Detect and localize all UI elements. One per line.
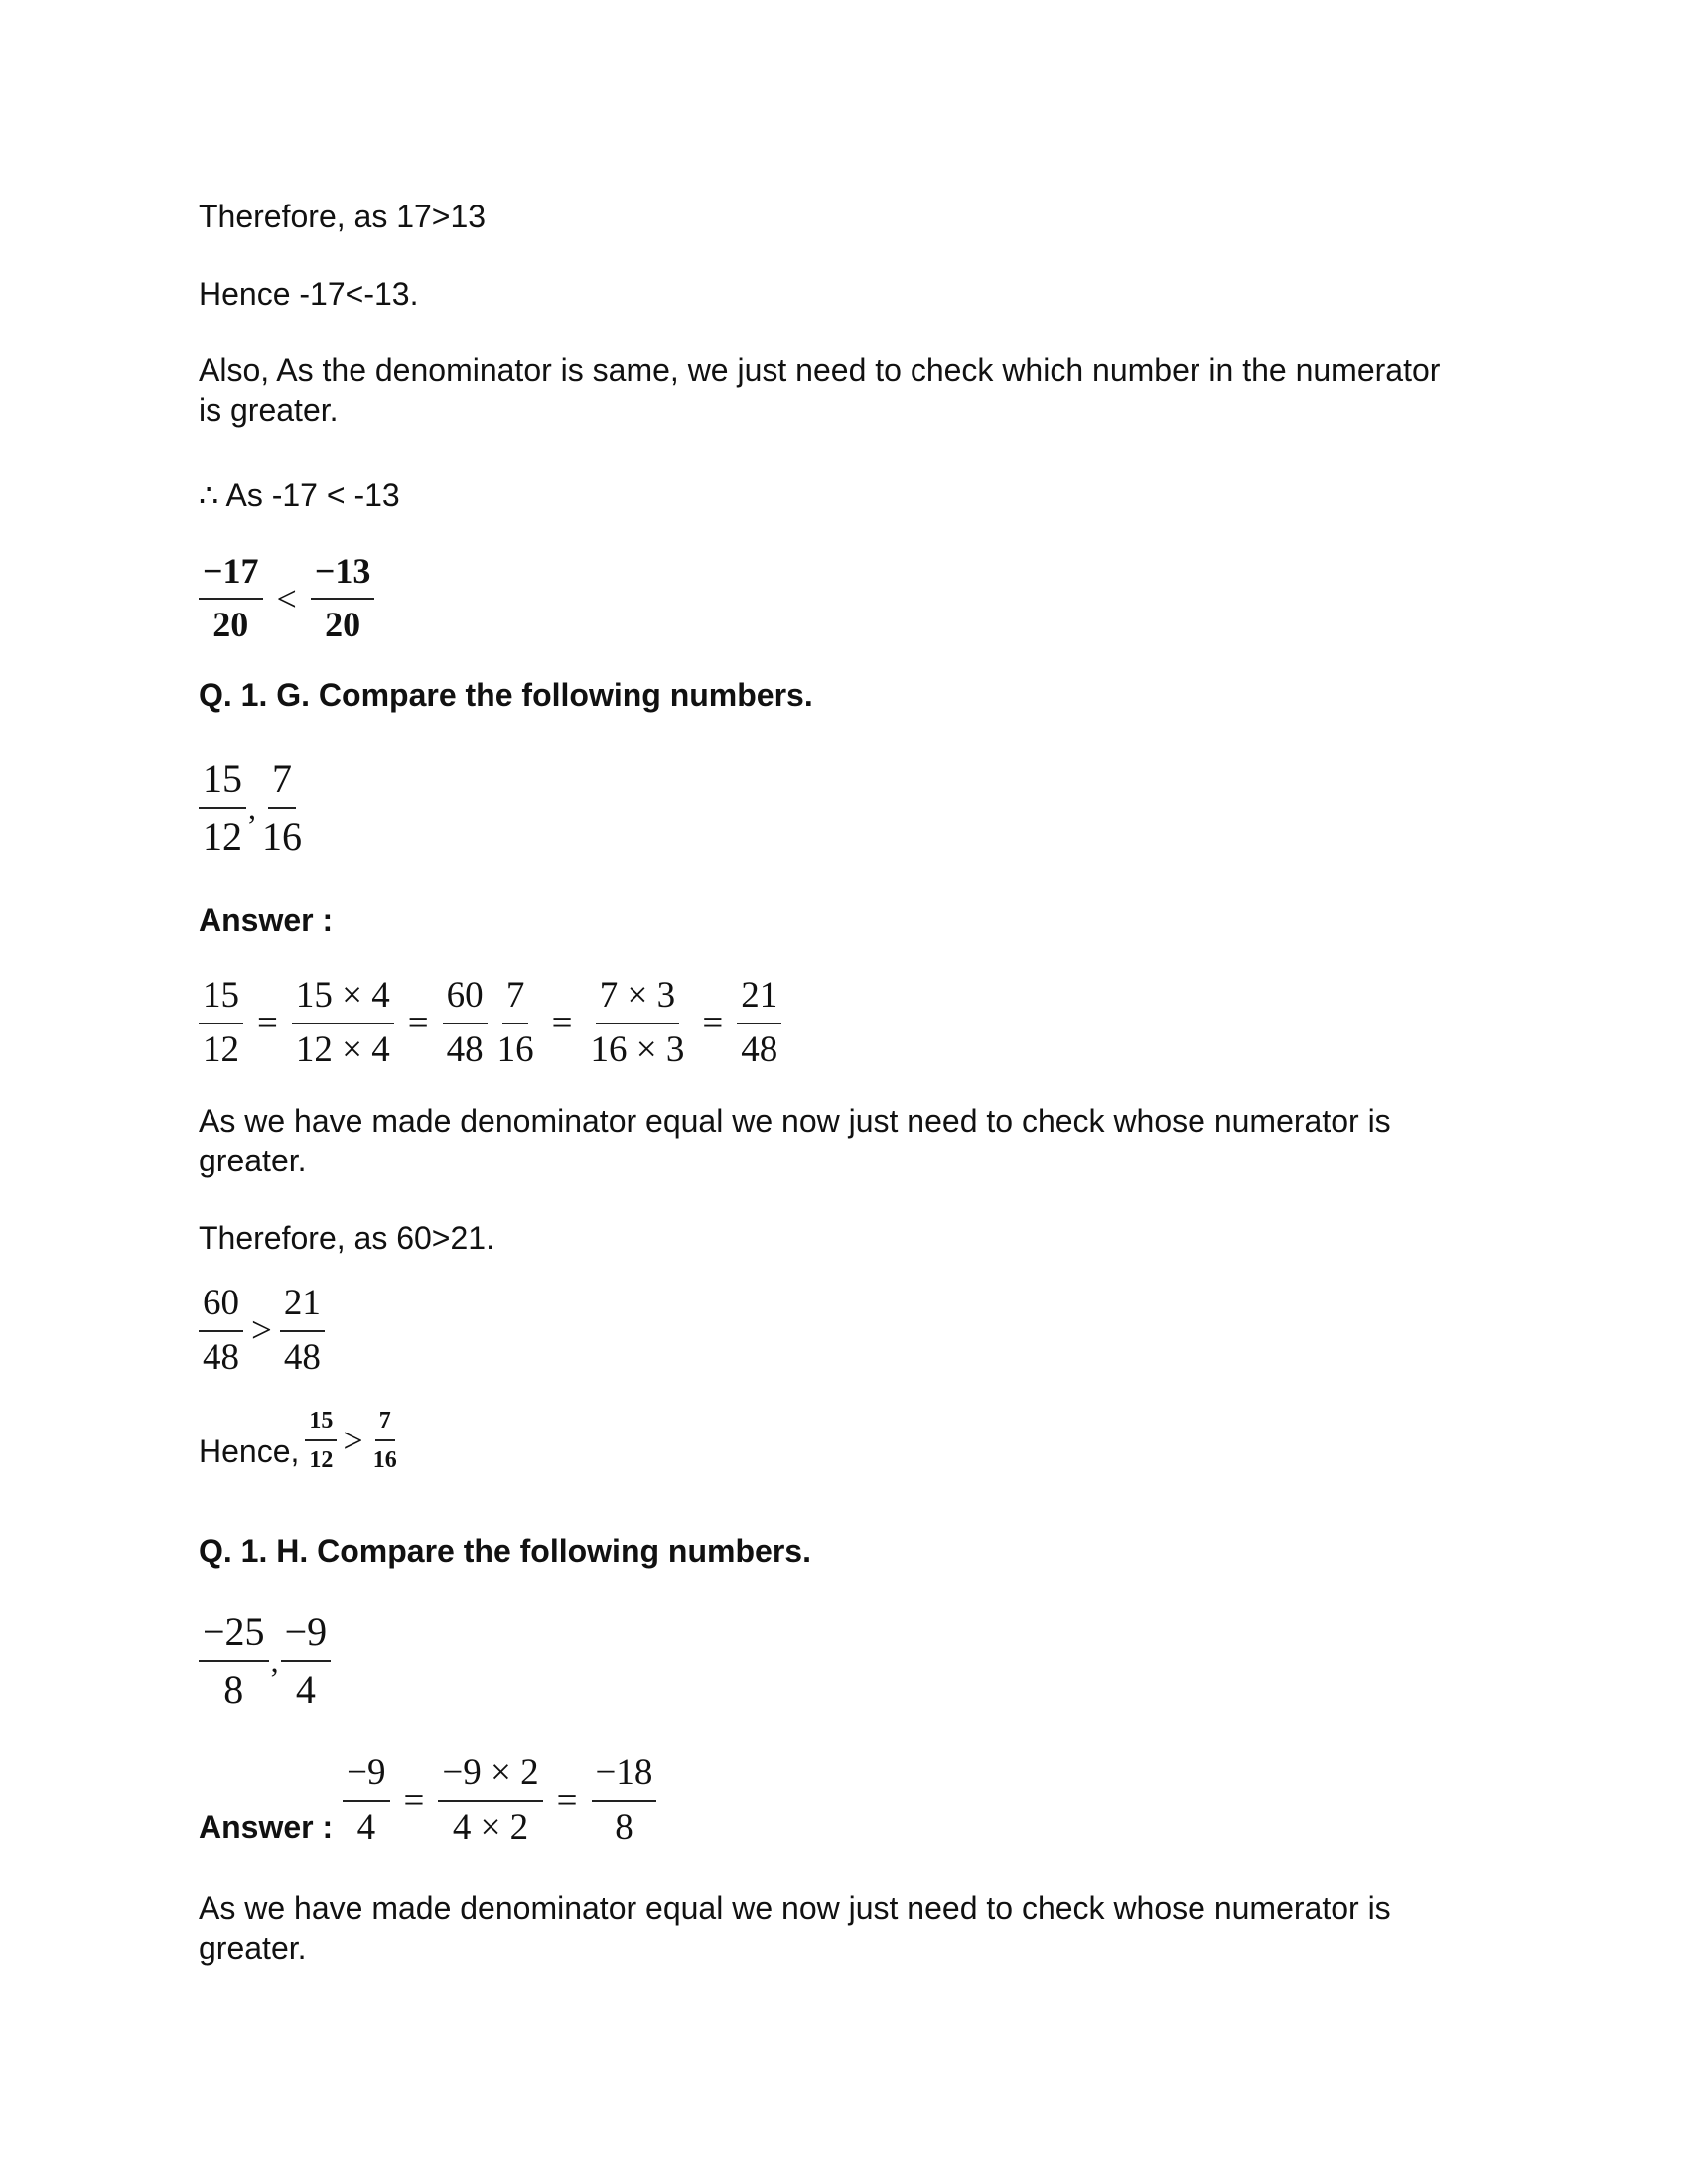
denominator: 20 [325,604,361,644]
numerator: 7 [502,976,529,1024]
fraction [343,1753,389,1847]
less-than-sign: < [276,578,297,618]
fraction [305,1408,337,1474]
comma: , [270,1642,279,1679]
fraction-comparison [199,552,374,644]
text-line: Hence -17<-13. [199,276,419,312]
text-line: Therefore, as 17>13 [199,199,487,234]
denominator: 12 [203,1028,239,1070]
numerator: 60 [199,1284,243,1332]
numerator: −13 [311,552,375,600]
denominator: 12 × 4 [295,1028,390,1070]
question-heading: Q. 1. H. Compare the following numbers. [199,1533,811,1569]
denominator: 16 [496,1028,534,1070]
numerator: −9 [343,1753,389,1802]
denominator: 48 [283,1336,321,1378]
denominator: 8 [223,1667,244,1711]
text-line: ∴ As -17 < -13 [199,478,400,513]
fraction [199,552,263,644]
fraction [587,976,689,1070]
numerator: 15 [199,757,246,809]
numerator: 7 [375,1408,395,1441]
numerator: 15 [199,976,243,1024]
answer-label: Answer : [199,1809,334,1845]
denominator: 48 [446,1028,484,1070]
fraction [737,976,781,1070]
fraction [369,1408,401,1474]
equation-row [199,976,781,1070]
denominator: 48 [203,1336,239,1378]
denominator: 12 [309,1447,334,1474]
equals-sign: = [407,1003,429,1044]
denominator: 12 [203,814,242,859]
equals-sign: = [257,1003,278,1044]
denominator: 4 [356,1806,376,1847]
fraction [493,976,538,1070]
fraction-pair [199,757,306,859]
equals-sign: = [551,1003,573,1044]
fraction [292,976,394,1070]
comma: , [248,789,256,826]
hence-label: Hence, [199,1433,300,1469]
numerator: −9 [281,1610,332,1662]
numerator: 7 × 3 [596,976,679,1024]
text-line: Therefore, as 60>21. [199,1220,494,1256]
question-heading: Q. 1. G. Compare the following numbers. [199,677,813,713]
denominator: 8 [615,1806,633,1847]
fraction-pair [199,1610,331,1711]
denominator: 20 [212,604,249,644]
text-paragraph: As we have made denominator equal we now just need to check whose numerator is greater. [199,1103,1391,1178]
numerator: −18 [592,1753,657,1802]
denominator: 4 × 2 [452,1806,529,1847]
numerator: 7 [268,757,296,809]
text-paragraph: As we have made denominator equal we now just need to check whose numerator is greater. [199,1890,1391,1966]
fraction [199,1284,243,1378]
fraction [311,552,375,644]
denominator: 16 × 3 [590,1028,685,1070]
greater-than-sign: > [251,1310,272,1352]
equals-sign: = [403,1780,425,1822]
answer-equation-row [199,1753,656,1847]
fraction [438,1753,542,1847]
fraction [281,1610,332,1711]
denominator: 48 [741,1028,778,1070]
numerator: 21 [737,976,781,1024]
numerator: 15 × 4 [292,976,394,1024]
equals-sign: = [702,1003,724,1044]
numerator: −17 [199,552,263,600]
answer-label: Answer : [199,902,334,938]
numerator: 60 [443,976,488,1024]
greater-than-sign: > [343,1421,363,1461]
fraction-comparison [199,1284,325,1378]
text-paragraph: Also, As the denominator is same, we just need to check which number in the numerator is greater. [199,352,1441,428]
numerator: 21 [280,1284,325,1332]
numerator: −25 [199,1610,269,1662]
fraction [443,976,488,1070]
denominator: 4 [295,1667,316,1711]
fraction [199,757,246,859]
fraction [199,976,243,1070]
numerator: −9 × 2 [438,1753,542,1802]
fraction [592,1753,657,1847]
fraction [280,1284,325,1378]
fraction [258,757,306,859]
denominator: 16 [372,1447,397,1474]
equals-sign: = [556,1780,578,1822]
denominator: 16 [262,814,302,859]
fraction [199,1610,269,1711]
conclusion-row [199,1408,401,1474]
numerator: 15 [305,1408,337,1441]
